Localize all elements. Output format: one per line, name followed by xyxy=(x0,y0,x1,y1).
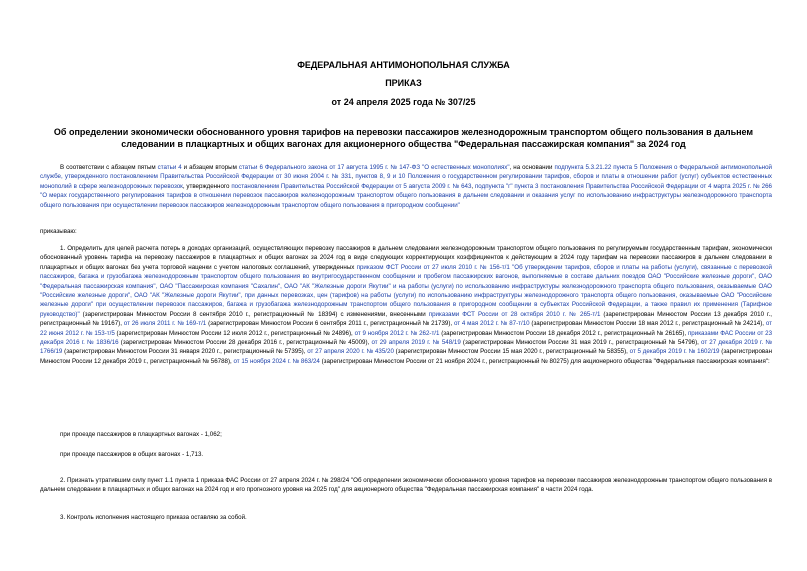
text-run: (зарегистрирован Минюстом России 12 июля 2012 г., регистрационный № 24896), xyxy=(114,329,355,337)
text-run: , xyxy=(471,182,475,190)
text-run: (зарегистрирован Минюстом России 8 сентября 2010 г., регистрационный № 18394) с изменениями, внесенными xyxy=(79,310,429,318)
law-link[interactable]: от 5 декабря 2019 г. № 1602/19 xyxy=(629,348,720,356)
order-word: приказываю: xyxy=(40,228,77,235)
text-run: , xyxy=(351,173,356,181)
document-date: от 24 апреля 2025 года № 307/25 xyxy=(331,97,476,107)
law-link[interactable]: приказом ФСТ России от 27 июля 2010 г. № 156-т/1 "Об утверждении тарифов, сборов и платы на работы (услуги), связанные с перевозкой пассажиров, багажа и грузобагажа железнодорожным транспортом общего пользования во внутригосударственном сообщении и пробегом пассажирских вагонов, выполняемые в составе дальних поездов ОАО "Российские железные дороги", ОАО "Федеральная пассажирская компания", ОАО "Пассажирская компания "Сахалин", ОАО "АК "Железные дороги Якутии" и на работы (услуги) по использованию инфраструктуры железнодорожного транспорта общего пользования, оказываемые ОАО "Российские железные дороги", ОАО "АК "Железные дороги Якутии", при данных перевозках, цен (тарифов) на работы (услуги) по использованию инфраструктуры железнодорожного транспорта общего пользования, оказываемые ОАО "Российские железные дороги" при осуществлении перевозок пассажиров, багажа и грузобагажа железнодорожным транспортом общего пользования в пригородном сообщении в субъектах Российской Федерации, а также правил их применения (Тарифное руководство)" xyxy=(40,263,772,318)
document-title: Об определении экономически обоснованного уровня тарифов на перевозки пассажиров железнодорожным транспортом общего пользования в дальнем следовании в плацкартных и общих вагонах для акционерного общества "Федеральная пассажирская компания" за 2024 год xyxy=(53,127,754,149)
text-run: (зарегистрирован Минюстом России 28 декабря 2016 г., регистрационный № 45009), xyxy=(118,339,372,347)
coefficient-platskart: при проезде пассажиров в плацкартных вагонах - 1,062; xyxy=(60,431,222,438)
item-3-paragraph: 3. Контроль исполнения настоящего приказа оставляю за собой. xyxy=(60,514,247,521)
law-link[interactable]: от 27 декабря 2019 г. № 1766/19 xyxy=(40,339,773,356)
law-link[interactable]: приказами ФАС России от 23 декабря 2016 г. № 1836/16 xyxy=(40,329,773,347)
law-link[interactable]: от 29 апреля 2019 г. № 548/19 xyxy=(371,339,461,347)
text-run: , на основании xyxy=(509,164,555,171)
law-link[interactable]: постановлением Правительства Российской Федерации от 5 августа 2009 г. № 643 xyxy=(231,182,472,190)
document-type: ПРИКАЗ xyxy=(385,78,422,88)
text-run: (зарегистрирован Минюстом России от 21 ноября 2024 г., регистрационный № 80275) для акционерного общества "Федеральная пассажирская компания": xyxy=(319,357,770,365)
text-run: 1. Определить для целей расчета потерь в доходах организаций, осуществляющих перевозку пассажиров в дальнем следовании железнодорожным транспортом общего пользования по регулируемым государственным тарифам, экономически обоснованный уровень тарифа на перевозку пассажиров в плацкартных и общих вагонах за 2024 год в виде следующих корректирующих коэффициентов к действующим в 2024 году тарифам на перевозки пассажиров в дальнем следовании в плацкартных и общих вагонах без учета торговой наценки с учетом налоговых соглашений, утвержденных xyxy=(40,245,772,271)
text-run: (зарегистрирован Минюстом России 18 декабря 2012 г., регистрационный № 26165), xyxy=(439,329,688,337)
text-run: В соответствии с абзацем пятым xyxy=(60,164,158,171)
item-2-paragraph: 2. Признать утратившим силу пункт 1.1 пункта 1 приказа ФАС России от 27 апреля 2024 г. № 298/24 "Об определении экономически обоснованного уровня тарифов на перевозки пассажиров железнодорожным транспортом общего пользования в дальнем следовании в плацкартных и общих вагонах на 2024 год и его прогнозного уровня на 2025 год" для акционерного общества "Федеральная пассажирская компания" в части 2024 года. xyxy=(40,477,772,494)
law-link[interactable]: от 27 апреля 2020 г. № 435/20 xyxy=(307,348,394,356)
coefficient-general: при проезде пассажиров в общих вагонах - 1,713. xyxy=(60,451,204,458)
text-run: , утвержденного xyxy=(182,182,232,190)
text-run: (зарегистрирован Минюстом России 6 сентября 2011 г., регистрационный № 21739), xyxy=(206,320,454,328)
law-link[interactable]: приказами ФСТ России от 28 октября 2010 г. № 265-т/1 xyxy=(428,310,601,318)
law-link[interactable]: от 22 июня 2012 г. № 153-т/5 xyxy=(40,320,772,337)
item-1-paragraph xyxy=(40,244,772,366)
law-link[interactable]: от 26 июля 2011 г. № 169-т/1 xyxy=(123,320,207,328)
law-link[interactable]: от 9 ноября 2012 г. № 262-т/1 xyxy=(354,329,440,337)
text-run: (зарегистрирован Минюстом России 12 декабря 2019 г., регистрационный № 56788), xyxy=(40,348,773,365)
law-link[interactable]: от 4 мая 2012 г. № 87-т/10 xyxy=(453,320,530,328)
preamble-paragraph xyxy=(40,163,772,210)
law-link[interactable]: от 15 ноября 2024 г. № 863/24 xyxy=(233,357,320,365)
text-run: (зарегистрирован Минюстом России 13 декабря 2010 г., регистрационный № 19167), xyxy=(40,310,772,328)
text-run: (зарегистрирован Минюстом России 31 мая 2019 г., регистрационный № 54796), xyxy=(460,339,702,347)
text-run: (зарегистрирован Минюстом России 15 мая 2020 г., регистрационный № 58355), xyxy=(393,348,630,356)
text-run: и абзацем вторым xyxy=(181,164,239,171)
law-link[interactable]: пунктов 8, 9 и 10 Положения о государственном регулировании тарифов, сборов и платы в отношении работ (услуг) субъектов естественных монополий в сфере железнодорожных перевозок xyxy=(40,173,772,190)
law-link[interactable]: Правительства Российской Федерации от 30 июня 2004 г. № 331 xyxy=(160,173,352,181)
text-run: (зарегистрирован Минюстом России 18 мая 2012 г., регистрационный № 24214), xyxy=(529,320,766,328)
law-link[interactable]: статьи 4 xyxy=(157,164,182,171)
law-link[interactable]: статьи 6 Федерального закона от 17 августа 1995 г. № 147-ФЗ "О естественных монополиях" xyxy=(238,164,510,171)
law-link[interactable]: подпункта "г" пункта 3 постановления Правительства Российской Федерации от 4 марта 2025 г. № 266 "О мерах государственного регулирования тарифов в отношении перевозок пассажиров железнодорожным транспортом общего пользования в дальнем следовании и оказания услуг по использованию инфраструктуры железнодорожного транспорта общего пользования при осуществлении перевозок пассажиров железнодорожным транспортом общего пользования в пригородном сообщении" xyxy=(40,182,772,209)
agency-name: ФЕДЕРАЛЬНАЯ АНТИМОНОПОЛЬНАЯ СЛУЖБА xyxy=(297,60,510,70)
law-link[interactable]: подпункта 5.3.21.22 пункта 5 Положения о Федеральной антимонопольной службе, утвержденного постановлением xyxy=(40,164,772,181)
text-run: (зарегистрирован Минюстом России 31 января 2020 г., регистрационный № 57395), xyxy=(62,348,308,356)
